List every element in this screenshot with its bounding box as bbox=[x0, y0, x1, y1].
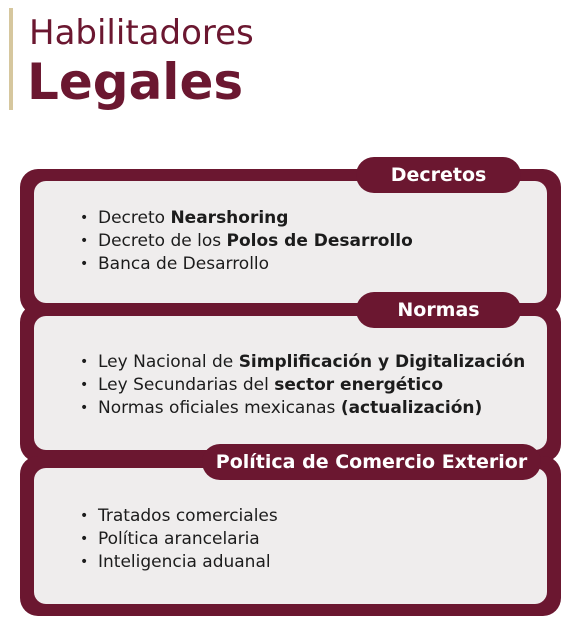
section-card-normas bbox=[20, 299, 561, 462]
section-card-comercio-exterior bbox=[20, 451, 561, 616]
item-text-bold: sector energético bbox=[274, 375, 444, 395]
item-text: Política arancelaria bbox=[98, 529, 260, 549]
item-text: Ley Nacional de bbox=[98, 352, 239, 372]
item-text-bold: Polos de Desarrollo bbox=[226, 231, 413, 251]
list-item bbox=[80, 374, 525, 397]
section-heading-normas: Normas bbox=[356, 292, 521, 328]
list-item bbox=[80, 505, 278, 528]
bullet-icon: • bbox=[80, 508, 89, 524]
item-text: Ley Secundarias del bbox=[98, 375, 275, 395]
list-item bbox=[80, 230, 413, 253]
bullet-icon: • bbox=[80, 210, 89, 226]
list-item bbox=[80, 207, 413, 230]
section-panel bbox=[34, 181, 547, 303]
item-text: Banca de Desarrollo bbox=[98, 254, 270, 274]
list-item bbox=[80, 253, 413, 276]
bullet-icon: • bbox=[80, 531, 89, 547]
list-item bbox=[80, 351, 525, 374]
item-list bbox=[80, 505, 278, 574]
list-item bbox=[80, 397, 525, 420]
bullet-icon: • bbox=[80, 554, 89, 570]
page-title-line-2: Legales bbox=[27, 53, 244, 111]
page-title-line-1: Habilitadores bbox=[29, 13, 254, 53]
bullet-icon: • bbox=[80, 256, 89, 272]
section-panel bbox=[34, 468, 547, 604]
section-heading-comercio-exterior: Política de Comercio Exterior bbox=[202, 444, 541, 480]
item-list bbox=[80, 207, 413, 276]
bullet-icon: • bbox=[80, 377, 89, 393]
item-list bbox=[80, 351, 525, 420]
section-heading-decretos: Decretos bbox=[356, 157, 521, 193]
list-item bbox=[80, 528, 278, 551]
item-text-bold: Nearshoring bbox=[170, 208, 289, 228]
bullet-icon: • bbox=[80, 354, 89, 370]
item-text: Decreto bbox=[98, 208, 171, 228]
section-panel bbox=[34, 316, 547, 450]
bullet-icon: • bbox=[80, 400, 89, 416]
item-text: Decreto de los bbox=[98, 231, 227, 251]
bullet-icon: • bbox=[80, 233, 89, 249]
title-accent-bar bbox=[9, 8, 13, 110]
item-text: Normas oficiales mexicanas bbox=[98, 398, 341, 418]
item-text-bold: (actualización) bbox=[340, 398, 483, 418]
item-text: Inteligencia aduanal bbox=[98, 552, 271, 572]
list-item bbox=[80, 551, 278, 574]
item-text-bold: Simplificación y Digitalización bbox=[238, 352, 526, 372]
item-text: Tratados comerciales bbox=[98, 506, 278, 526]
